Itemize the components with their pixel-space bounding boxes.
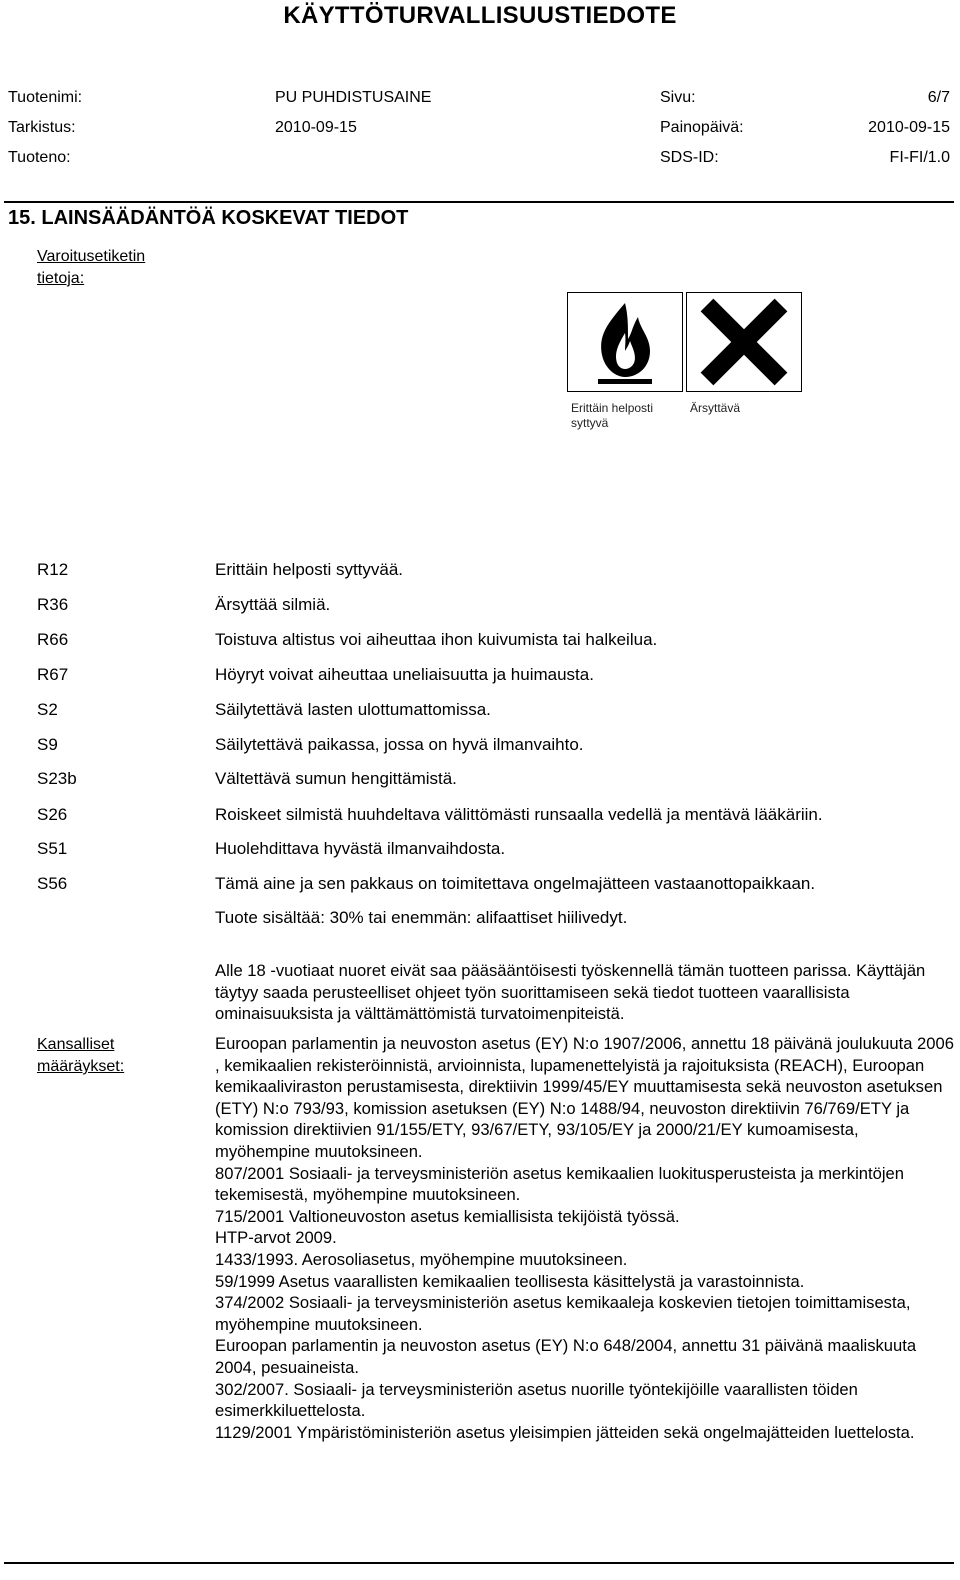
page-label: Sivu: — [660, 89, 696, 106]
product-no-label: Tuoteno: — [8, 149, 71, 166]
section-title: 15. LAINSÄÄDÄNTÖÄ KOSKEVAT TIEDOT — [8, 207, 409, 229]
phrase-code: S26 — [37, 805, 68, 824]
phrase-text: Ärsyttää silmiä. — [215, 595, 331, 614]
product-name-label: Tuotenimi: — [8, 89, 83, 106]
national-regulations-text: Euroopan parlamentin ja neuvoston asetus (EY) N:o 1907/2006, annettu 18 päivänä joulukuuta 2006 , kemikaalien rekisteröinnistä, arvioinnista, lupamenettelyistä ja rajoituksista (REACH), Euroopan kemikaaliviraston perustamisesta, direktiivin 1999/45/EY muuttamisesta sekä neuvoston asetuksen (ETY) N:o 793/93, komission asetuksen (EY) N:o 1488/94, neuvoston direktiivin 76/769/ETY ja komission direktiivien 91/155/ETY, 93/67/ETY, 93/105/EY ja 2000/21/EY kumoamisesta, myöhempine muutoksineen. 807/2001 Sosiaali- ja terveysministeriön asetus kemikaalien luokitusperusteista ja merkintöjen tekemisestä, myöhempine muutoksineen. 715/2001 Valtioneuvoston asetus kemiallisista tekijöistä työssä. HTP-arvot 2009. 1433/1993. Aerosoliasetus, myöhempine muutoksineen. 59/1999 Asetus vaarallisten kemikaalien teollisesta käsittelystä ja varastoinnista. 374/2002 Sosiaali- ja terveysministeriön asetus kemikaaleja koskevien tietojen toimittamisesta, myöhempine muutoksineen. Euroopan parlamentin ja neuvoston asetus (EY) N:o 648/2004, annettu 31 päivänä maaliskuuta 2004, pesuaineista. 302/2007. Sosiaali- ja terveysministeriön asetus nuorille työntekijöille vaarallisten töiden esimerkkiluettelosta. 1129/2001 Ympäristöministeriön asetus yleisimpien jätteiden sekä ongelmajätteiden luettelosta. — [215, 1034, 954, 1442]
phrase-text: Vältettävä sumun hengittämistä. — [215, 769, 457, 788]
pictogram-caption-flammable: Erittäin helposti syttyvä — [571, 401, 654, 430]
footer-divider — [4, 1562, 954, 1564]
phrase-code: R12 — [37, 560, 69, 579]
pictogram-flammable — [567, 292, 683, 392]
product-name-value: PU PUHDISTUSAINE — [275, 89, 432, 106]
print-date-label: Painopäivä: — [660, 119, 744, 136]
phrase-text: Roiskeet silmistä huuhdeltava välittömästi runsaalla vedellä ja mentävä lääkäriin. — [215, 805, 823, 824]
phrase-code: S51 — [37, 839, 68, 858]
phrase-text: Erittäin helposti syttyvää. — [215, 560, 404, 579]
cross-icon — [687, 293, 801, 391]
sds-id-value: FI-FI/1.0 — [889, 149, 950, 166]
document-title: KÄYTTÖTURVALLISUUSTIEDOTE — [283, 2, 677, 29]
page-number: 6/7 — [927, 89, 950, 106]
contains-note: Tuote sisältää: 30% tai enemmän: alifaattiset hiilivedyt. — [215, 908, 628, 927]
phrase-code: R66 — [37, 630, 69, 649]
national-regulations-label: Kansalliset määräykset: — [37, 1036, 125, 1075]
print-date: 2010-09-15 — [868, 119, 950, 136]
phrase-text: Säilytettävä paikassa, jossa on hyvä ilmanvaihto. — [215, 735, 584, 754]
phrase-code: R67 — [37, 665, 69, 684]
phrase-code: S9 — [37, 735, 58, 754]
revision-date: 2010-09-15 — [275, 119, 357, 136]
phrase-code: R36 — [37, 595, 69, 614]
flame-icon — [568, 293, 682, 391]
pictogram-caption-irritant: Ärsyttävä — [690, 401, 741, 415]
label-info-heading: Varoitusetiketin tietoja: — [37, 248, 146, 287]
phrase-text: Säilytettävä lasten ulottumattomissa. — [215, 700, 491, 719]
header-divider — [4, 201, 954, 203]
phrase-text: Toistuva altistus voi aiheuttaa ihon kuivumista tai halkeilua. — [215, 630, 658, 649]
phrase-text: Höyryt voivat aiheuttaa uneliaisuutta ja huimausta. — [215, 665, 594, 684]
phrase-text: Tämä aine ja sen pakkaus on toimitettava ongelmajätteen vastaanottopaikkaan. — [215, 874, 816, 893]
phrase-code: S56 — [37, 874, 68, 893]
sds-id-label: SDS-ID: — [660, 149, 719, 166]
phrase-text: Huolehdittava hyvästä ilmanvaihdosta. — [215, 839, 506, 858]
pictogram-irritant — [686, 292, 802, 392]
revision-label: Tarkistus: — [8, 119, 76, 136]
youth-notice: Alle 18 -vuotiaat nuoret eivät saa pääsääntöisesti työskennellä tämän tuotteen parissa. Käyttäjän täytyy saada perusteelliset ohjeet työn suorittamiseen sekä tiedot tuotteen vaarallisista ominaisuuksista ja välttämättömistä turvatoimenpiteistä. — [215, 961, 926, 1024]
phrase-code: S23b — [37, 769, 77, 788]
phrase-code: S2 — [37, 700, 58, 719]
